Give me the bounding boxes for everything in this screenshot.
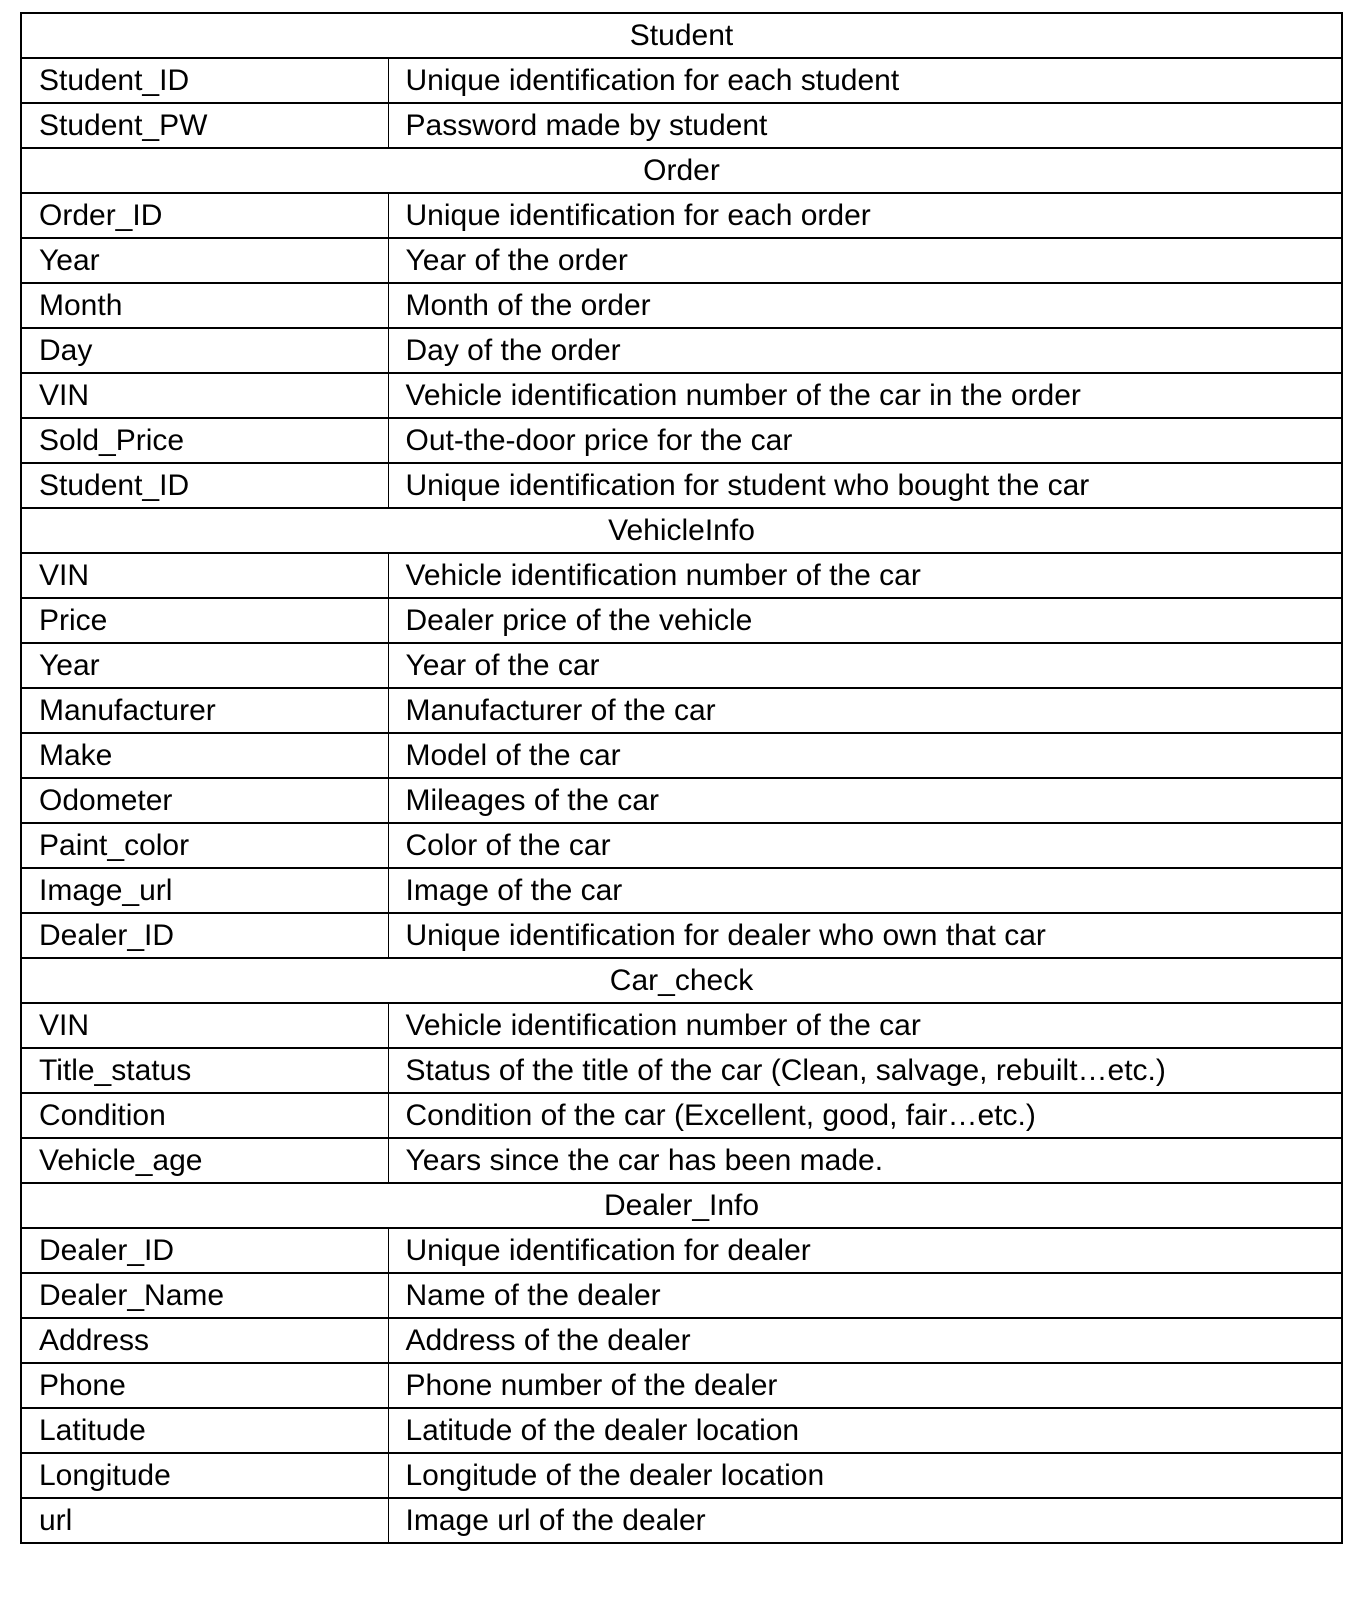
field-name-cell: Year bbox=[21, 643, 388, 688]
table-row bbox=[21, 103, 1342, 148]
field-name-cell: Order_ID bbox=[21, 193, 388, 238]
field-name-cell: Vehicle_age bbox=[21, 1138, 388, 1183]
table-row bbox=[21, 733, 1342, 778]
field-description-cell: Unique identification for each student bbox=[388, 58, 1342, 103]
table-row bbox=[21, 643, 1342, 688]
field-description-cell: Condition of the car (Excellent, good, fair…etc.) bbox=[388, 1093, 1342, 1138]
field-name-cell: Title_status bbox=[21, 1048, 388, 1093]
section-title: Car_check bbox=[21, 958, 1342, 1003]
field-name-cell: Day bbox=[21, 328, 388, 373]
field-name-cell: Month bbox=[21, 283, 388, 328]
table-row bbox=[21, 1273, 1342, 1318]
table-row bbox=[21, 553, 1342, 598]
field-description-cell: Address of the dealer bbox=[388, 1318, 1342, 1363]
field-name-cell: Price bbox=[21, 598, 388, 643]
table-row bbox=[21, 1408, 1342, 1453]
section-header-row-order bbox=[21, 148, 1342, 193]
field-name-cell: VIN bbox=[21, 373, 388, 418]
field-description-cell: Years since the car has been made. bbox=[388, 1138, 1342, 1183]
field-description-cell: Vehicle identification number of the car in the order bbox=[388, 373, 1342, 418]
table-row bbox=[21, 868, 1342, 913]
field-description-cell: Vehicle identification number of the car bbox=[388, 1003, 1342, 1048]
field-name-cell: Latitude bbox=[21, 1408, 388, 1453]
field-name-cell: Make bbox=[21, 733, 388, 778]
field-name-cell: Student_PW bbox=[21, 103, 388, 148]
field-name-cell: Sold_Price bbox=[21, 418, 388, 463]
field-description-cell: Color of the car bbox=[388, 823, 1342, 868]
table-row bbox=[21, 688, 1342, 733]
table-row bbox=[21, 1003, 1342, 1048]
field-description-cell: Name of the dealer bbox=[388, 1273, 1342, 1318]
table-row bbox=[21, 193, 1342, 238]
table-row bbox=[21, 463, 1342, 508]
table-row bbox=[21, 58, 1342, 103]
schema-table bbox=[20, 12, 1343, 1544]
field-description-cell: Latitude of the dealer location bbox=[388, 1408, 1342, 1453]
table-row bbox=[21, 1453, 1342, 1498]
field-description-cell: Image of the car bbox=[388, 868, 1342, 913]
table-row bbox=[21, 778, 1342, 823]
table-row bbox=[21, 373, 1342, 418]
field-name-cell: Dealer_Name bbox=[21, 1273, 388, 1318]
field-description-cell: Password made by student bbox=[388, 103, 1342, 148]
section-header-row-vehicleinfo bbox=[21, 508, 1342, 553]
section-title: Order bbox=[21, 148, 1342, 193]
table-row bbox=[21, 238, 1342, 283]
field-description-cell: Unique identification for each order bbox=[388, 193, 1342, 238]
field-name-cell: Year bbox=[21, 238, 388, 283]
table-row bbox=[21, 1228, 1342, 1273]
field-name-cell: VIN bbox=[21, 1003, 388, 1048]
field-description-cell: Year of the order bbox=[388, 238, 1342, 283]
section-title: Student bbox=[21, 13, 1342, 58]
field-description-cell: Day of the order bbox=[388, 328, 1342, 373]
field-name-cell: Longitude bbox=[21, 1453, 388, 1498]
field-description-cell: Month of the order bbox=[388, 283, 1342, 328]
table-row bbox=[21, 1318, 1342, 1363]
field-name-cell: Student_ID bbox=[21, 58, 388, 103]
field-name-cell: Paint_color bbox=[21, 823, 388, 868]
field-description-cell: Manufacturer of the car bbox=[388, 688, 1342, 733]
field-description-cell: Vehicle identification number of the car bbox=[388, 553, 1342, 598]
field-description-cell: Model of the car bbox=[388, 733, 1342, 778]
field-description-cell: Dealer price of the vehicle bbox=[388, 598, 1342, 643]
field-name-cell: VIN bbox=[21, 553, 388, 598]
table-row bbox=[21, 1048, 1342, 1093]
field-description-cell: Phone number of the dealer bbox=[388, 1363, 1342, 1408]
field-description-cell: Longitude of the dealer location bbox=[388, 1453, 1342, 1498]
field-name-cell: url bbox=[21, 1498, 388, 1543]
field-name-cell: Dealer_ID bbox=[21, 1228, 388, 1273]
section-title: Dealer_Info bbox=[21, 1183, 1342, 1228]
field-description-cell: Out-the-door price for the car bbox=[388, 418, 1342, 463]
field-name-cell: Dealer_ID bbox=[21, 913, 388, 958]
section-header-row-car-check bbox=[21, 958, 1342, 1003]
table-row bbox=[21, 1093, 1342, 1138]
table-row bbox=[21, 328, 1342, 373]
section-header-row-dealer-info bbox=[21, 1183, 1342, 1228]
field-description-cell: Unique identification for student who bought the car bbox=[388, 463, 1342, 508]
field-description-cell: Unique identification for dealer bbox=[388, 1228, 1342, 1273]
table-row bbox=[21, 418, 1342, 463]
field-description-cell: Status of the title of the car (Clean, salvage, rebuilt…etc.) bbox=[388, 1048, 1342, 1093]
field-name-cell: Image_url bbox=[21, 868, 388, 913]
field-name-cell: Address bbox=[21, 1318, 388, 1363]
section-header-row-student bbox=[21, 13, 1342, 58]
field-name-cell: Condition bbox=[21, 1093, 388, 1138]
table-row bbox=[21, 1498, 1342, 1543]
table-row bbox=[21, 913, 1342, 958]
schema-table-body bbox=[21, 13, 1342, 1543]
table-row bbox=[21, 1363, 1342, 1408]
field-name-cell: Odometer bbox=[21, 778, 388, 823]
section-title: VehicleInfo bbox=[21, 508, 1342, 553]
field-name-cell: Manufacturer bbox=[21, 688, 388, 733]
field-description-cell: Unique identification for dealer who own that car bbox=[388, 913, 1342, 958]
table-row bbox=[21, 1138, 1342, 1183]
field-name-cell: Phone bbox=[21, 1363, 388, 1408]
table-row bbox=[21, 823, 1342, 868]
field-description-cell: Year of the car bbox=[388, 643, 1342, 688]
table-row bbox=[21, 283, 1342, 328]
field-name-cell: Student_ID bbox=[21, 463, 388, 508]
field-description-cell: Mileages of the car bbox=[388, 778, 1342, 823]
field-description-cell: Image url of the dealer bbox=[388, 1498, 1342, 1543]
table-row bbox=[21, 598, 1342, 643]
